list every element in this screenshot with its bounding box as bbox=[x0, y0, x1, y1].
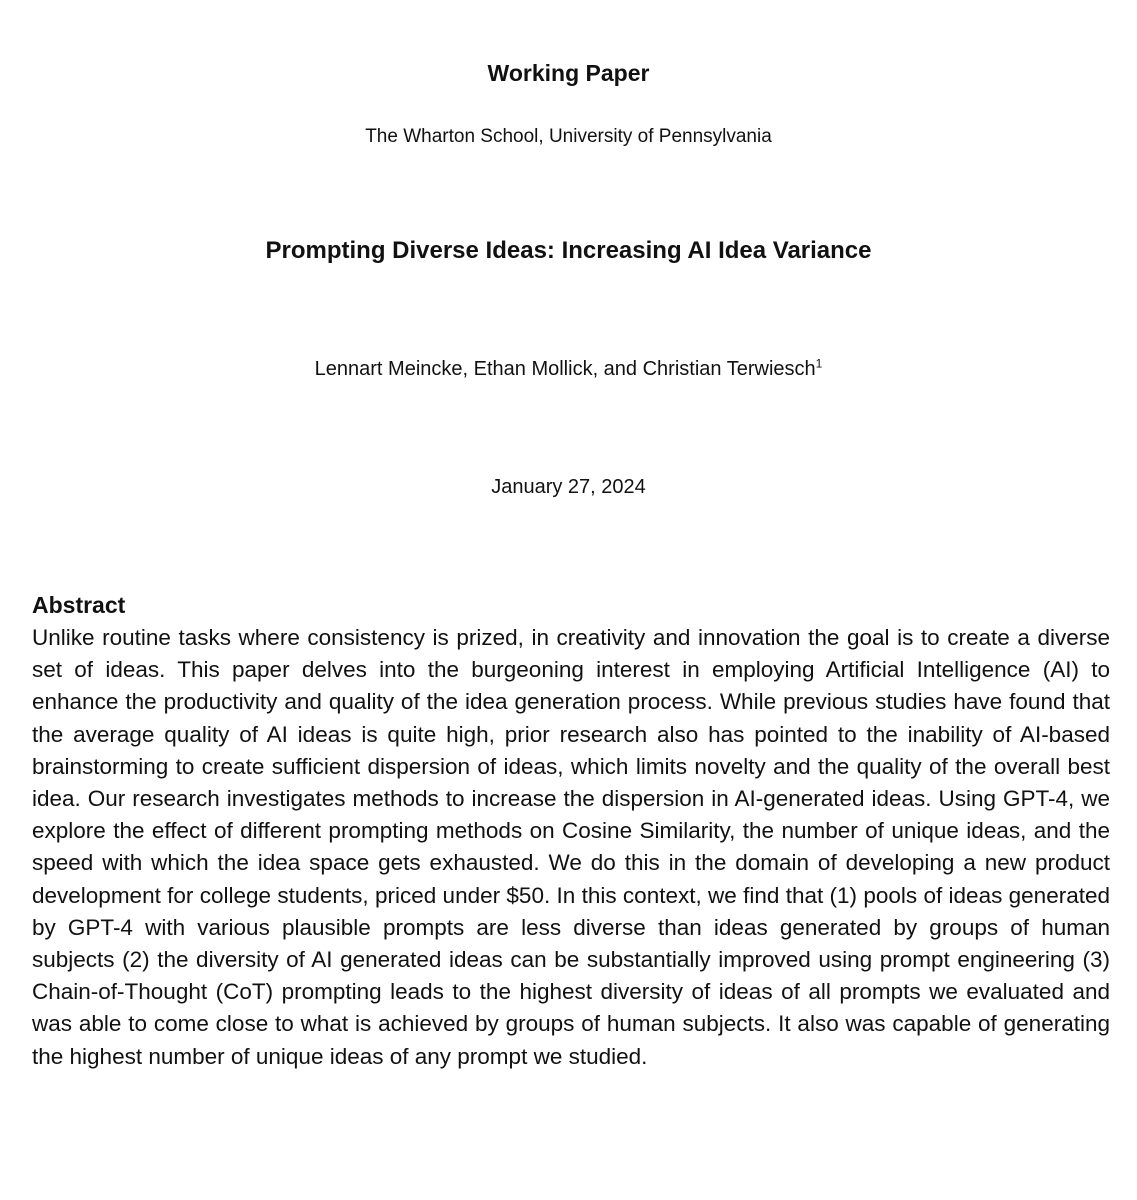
abstract-section bbox=[32, 590, 1110, 1073]
affiliation: The Wharton School, University of Pennsylvania bbox=[365, 126, 772, 147]
author-list bbox=[0, 358, 1137, 381]
abstract-body: Unlike routine tasks where consistency is prized, in creativity and innovation the goal is to create a diverse set of ideas. This paper delves into the burgeoning interest in employing Artificial Intelligence (AI) to enhance the productivity and quality of the idea generation process. While previous studies have found that the average quality of AI ideas is quite high, prior research also has pointed to the inability of AI-based brainstorming to create sufficient dispersion of ideas, which limits novelty and the quality of the overall best idea. Our research investigates methods to increase the dispersion in AI-generated ideas. Using GPT-4, we explore the effect of different prompting methods on Cosine Similarity, the number of unique ideas, and the speed with which the idea space gets exhausted. We do this in the domain of developing a new product development for college students, priced under $50. In this context, we find that (1) pools of ideas generated by GPT-4 with various plausible prompts are less diverse than ideas generated by groups of human subjects (2) the diversity of AI generated ideas can be substantially improved using prompt engineering (3) Chain-of-Thought (CoT) prompting leads to the highest diversity of ideas of all prompts we evaluated and was able to come close to what is achieved by groups of human subjects. It also was capable of generating the highest number of unique ideas of any prompt we studied. bbox=[32, 625, 1110, 1069]
authors-text: Lennart Meincke, Ethan Mollick, and Christian Terwiesch bbox=[314, 358, 816, 380]
paper-date: January 27, 2024 bbox=[491, 476, 646, 498]
paper-label: Working Paper bbox=[487, 60, 650, 86]
abstract-heading: Abstract bbox=[32, 592, 126, 618]
author-footnote-mark: 1 bbox=[815, 356, 823, 371]
paper-title: Prompting Diverse Ideas: Increasing AI Idea Variance bbox=[265, 237, 872, 264]
